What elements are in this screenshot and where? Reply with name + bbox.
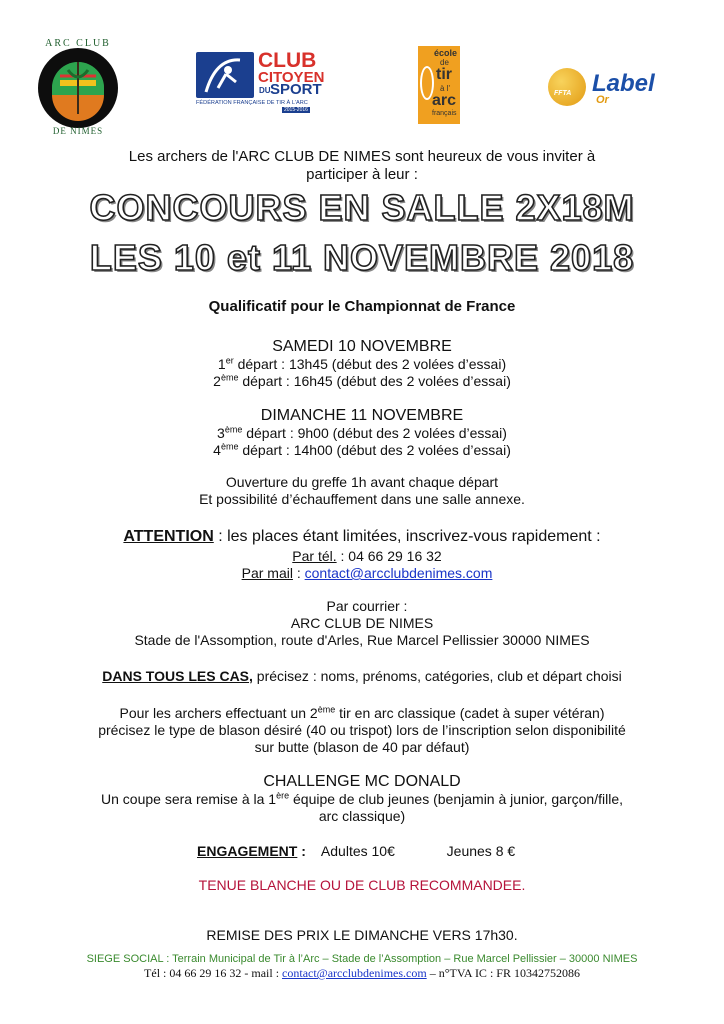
qualifier: Qualificatif pour le Championnat de France (208, 298, 516, 315)
challenge-block (0, 772, 724, 825)
engagement-label: ENGAGEMENT (197, 843, 298, 859)
tenue-notice: TENUE BLANCHE OU DE CLUB RECOMMANDEE. (198, 877, 526, 893)
club-citoyen-logo (196, 49, 332, 113)
intro (0, 148, 724, 184)
label-main: Label (592, 70, 655, 97)
challenge-title: CHALLENGE MC DONALD (263, 773, 461, 790)
intro-line2: participer à leur : (306, 166, 418, 183)
footer-contact: Tél : 04 66 29 16 32 - mail : contact@arcclubdenimes.com – n°TVA IC : FR 10342752086 (144, 966, 580, 980)
remise-notice: REMISE DES PRIX LE DIMANCHE VERS 17h30. (206, 927, 518, 943)
ffta-text: FFTA (554, 90, 572, 97)
engagement-adultes: Adultes 10€ (320, 843, 395, 859)
citoyen-vertical: DU (259, 86, 271, 95)
challenge-line1: Un coupe sera remise à la 1ère équipe de club jeunes (benjamin à junior, garçon/fille, (101, 790, 623, 807)
footer-address: SIEGE SOCIAL : Terrain Municipal de Tir à l’Arc – Stade de l’Assomption – Rue Marcel Pellissier – 30000 NIMES (86, 953, 638, 965)
saturday-block (0, 337, 724, 390)
greffe-line2: Et possibilité d’échauffement dans une salle annexe. (199, 491, 525, 507)
arc-club-bottom-text: DE NIMES (52, 126, 104, 136)
saturday-title: SAMEDI 10 NOVEMBRE (272, 338, 452, 355)
courrier-name: ARC CLUB DE NIMES (290, 615, 434, 631)
courrier-block (0, 598, 724, 649)
courrier-address: Stade de l'Assomption, route d'Arles, Rue Marcel Pellissier 30000 NIMES (134, 632, 590, 648)
citoyen-years: 2015-2016 (284, 107, 308, 113)
engagement-line: ENGAGEMENT : Adultes 10€ Jeunes 8 € (197, 843, 516, 859)
tous-cas-label: DANS TOUS LES CAS (102, 668, 250, 684)
second-tir-line1: Pour les archers effectuant un 2ème tir en arc classique (cadet à super vétéran) (119, 704, 605, 721)
label-sub: Or (596, 94, 609, 106)
arc-club-logo (30, 40, 126, 136)
citoyen-archer-icon (196, 52, 254, 98)
greffe-line1: Ouverture du greffe 1h avant chaque départ (225, 474, 499, 490)
greffe-block (0, 474, 724, 508)
tous-cas-text: précisez : noms, prénoms, catégories, club et départ choisi (252, 668, 622, 684)
contact-mail-link[interactable]: contact@arcclubdenimes.com (304, 565, 493, 581)
sunday-title: DIMANCHE 11 NOVEMBRE (260, 407, 464, 424)
second-tir-block (0, 705, 724, 756)
contact-tel: Par tél. : 04 66 29 16 32 (292, 548, 442, 564)
intro-line1: Les archers de l'ARC CLUB DE NIMES sont heureux de vous inviter à (128, 148, 596, 165)
ecole-line6: français (432, 110, 457, 117)
sunday-block (0, 406, 724, 459)
ffta-ball-icon (548, 68, 586, 106)
ecole-line5: arc (432, 92, 457, 109)
arc-club-top-text: ARC CLUB (45, 38, 111, 49)
ecole-line3: tir (436, 66, 452, 83)
ecole-line2: de (440, 58, 449, 67)
label-or-logo (548, 66, 672, 112)
headline-line1: CONCOURS EN SALLE 2X18M (89, 187, 635, 228)
contact-block (0, 548, 724, 582)
attention-label: ATTENTION (123, 528, 214, 545)
sunday-depart-3: 3ème départ : 9h00 (début des 2 volées d’essai) (217, 424, 507, 441)
engagement-jeunes: Jeunes 8 € (446, 843, 516, 859)
tous-cas-line: DANS TOUS LES CAS, précisez : noms, prénoms, catégories, club et départ choisi (102, 668, 622, 684)
sunday-depart-4: 4ème départ : 14h00 (début des 2 volées d’essai) (213, 441, 511, 458)
ecole-line4: à l' (440, 84, 450, 93)
saturday-depart-2: 2ème départ : 16h45 (début des 2 volées d’essai) (213, 372, 511, 389)
footer-mail-link[interactable]: contact@arcclubdenimes.com (282, 966, 427, 980)
ecole-tir-logo (418, 46, 460, 124)
attention-text: : les places étant limitées, inscrivez-vous rapidement : (213, 528, 601, 545)
attention-line (0, 527, 724, 547)
citoyen-line3: SPORT (270, 81, 322, 98)
headline-line2: LES 10 et 11 NOVEMBRE 2018 (89, 237, 635, 278)
citoyen-line2: CITOYEN (258, 69, 325, 86)
saturday-depart-1: 1er départ : 13h45 (début des 2 volées d’essai) (217, 355, 507, 372)
second-tir-line3: sur butte (blason de 40 par défaut) (254, 739, 470, 755)
citoyen-federation: FÉDÉRATION FRANÇAISE DE TIR À L'ARC (196, 100, 308, 106)
courrier-label: Par courrier : (326, 598, 408, 614)
contact-mail: Par mail : contact@arcclubdenimes.com (241, 565, 493, 581)
logo-bar (0, 0, 724, 145)
second-tir-line2: précisez le type de blason désiré (40 ou trispot) lors de l’inscription selon disponibilité (98, 722, 626, 738)
citoyen-line1: CLUB (258, 49, 317, 72)
ecole-line1: école (434, 48, 458, 58)
ecole-target-icon (420, 66, 434, 100)
challenge-line2: arc classique) (318, 808, 406, 824)
